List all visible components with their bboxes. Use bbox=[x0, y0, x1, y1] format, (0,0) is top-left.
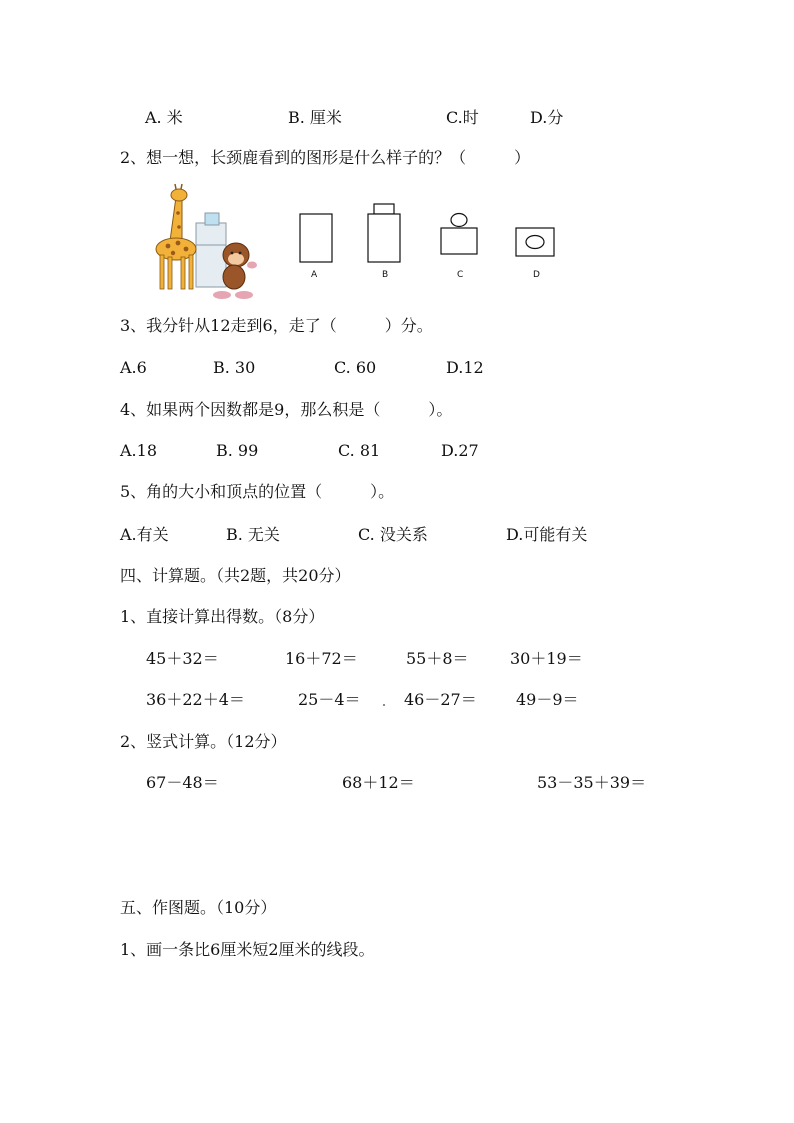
q4-option-a: A.18 bbox=[120, 441, 157, 460]
shape-option-d bbox=[515, 227, 557, 259]
mental-math-row-1 bbox=[0, 649, 794, 669]
q1-options bbox=[0, 108, 794, 128]
shape-option-b bbox=[367, 203, 403, 265]
q5-option-d: D.可能有关 bbox=[506, 525, 588, 544]
q3-options bbox=[0, 358, 794, 378]
q3-option-d: D.12 bbox=[446, 358, 484, 377]
q3-option-a: A.6 bbox=[120, 358, 147, 377]
q3-option-b: B. 30 bbox=[213, 358, 256, 377]
shape-label-c: C bbox=[457, 270, 464, 280]
section-4-part-1-title: 1、直接计算出得数。（8分） bbox=[120, 607, 325, 626]
section-5-part-1: 1、画一条比6厘米短2厘米的线段。 bbox=[120, 940, 375, 959]
q1-option-b: B. 厘米 bbox=[288, 108, 342, 127]
q5-option-c: C. 没关系 bbox=[358, 525, 428, 544]
section-4-part-2-title: 2、竖式计算。（12分） bbox=[120, 732, 287, 751]
q4-option-d: D.27 bbox=[441, 441, 479, 460]
shape-label-d: D bbox=[533, 270, 540, 280]
shape-label-b: B bbox=[382, 270, 389, 280]
mental-math-item: 49－9＝ bbox=[516, 690, 579, 709]
column-calc-row bbox=[0, 773, 794, 793]
q4-option-b: B. 99 bbox=[216, 441, 259, 460]
q3-option-c: C. 60 bbox=[334, 358, 377, 377]
mental-math-item: 30＋19＝ bbox=[510, 649, 583, 668]
mental-math-item: 36＋22＋4＝ bbox=[146, 690, 245, 709]
shape-label-a: A bbox=[311, 270, 318, 280]
q1-option-c: C.时 bbox=[446, 108, 479, 127]
q2-text: 2、想一想，长颈鹿看到的图形是什么样子的？（ ） bbox=[120, 148, 531, 167]
mental-math-item: 25－4＝ bbox=[298, 690, 361, 709]
section-5-title: 五、作图题。（10分） bbox=[120, 898, 277, 917]
stray-dot bbox=[383, 704, 385, 706]
q5-text: 5、角的大小和顶点的位置（ ）。 bbox=[120, 482, 395, 501]
giraffe-monkey-illustration bbox=[148, 183, 260, 301]
shape-option-a bbox=[299, 213, 335, 265]
q5-option-a: A.有关 bbox=[120, 525, 169, 544]
column-calc-item: 53－35＋39＝ bbox=[537, 773, 647, 792]
q5-options bbox=[0, 525, 794, 545]
shape-option-c bbox=[440, 212, 480, 257]
mental-math-item: 16＋72＝ bbox=[285, 649, 358, 668]
q5-option-b: B. 无关 bbox=[226, 525, 280, 544]
mental-math-item: 55＋8＝ bbox=[406, 649, 469, 668]
q3-text: 3、我分针从12走到6，走了（ ）分。 bbox=[120, 316, 433, 335]
q1-option-d: D.分 bbox=[530, 108, 564, 127]
mental-math-item: 46－27＝ bbox=[404, 690, 477, 709]
column-calc-item: 67－48＝ bbox=[146, 773, 219, 792]
q4-options bbox=[0, 441, 794, 461]
q4-text: 4、如果两个因数都是9，那么积是（ ）。 bbox=[120, 400, 453, 419]
section-4-title: 四、计算题。（共2题，共20分） bbox=[120, 566, 351, 585]
q4-option-c: C. 81 bbox=[338, 441, 381, 460]
q1-option-a: A. 米 bbox=[145, 108, 183, 127]
column-calc-item: 68＋12＝ bbox=[342, 773, 415, 792]
mental-math-row-2 bbox=[0, 690, 794, 710]
mental-math-item: 45＋32＝ bbox=[146, 649, 219, 668]
